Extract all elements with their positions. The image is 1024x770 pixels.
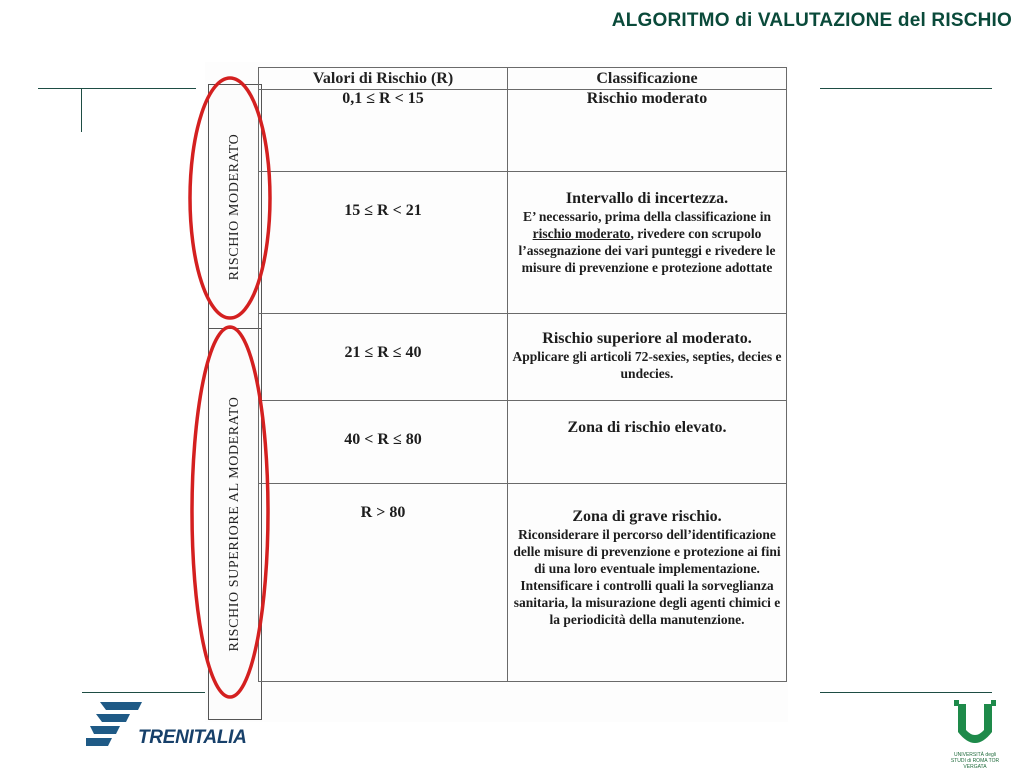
- classification-cell: [508, 401, 787, 484]
- classification-detail: , rivedere con scrupolo l’assegnazione dei vari punteggi e rivedere le misure di prevenzione e protezione adottate: [518, 226, 776, 275]
- classification-cell: [508, 314, 787, 401]
- classification-detail: E’ necessario, prima della classificazione in: [523, 209, 771, 224]
- top-right-rule: [820, 88, 992, 89]
- col-header-values: Valori di Rischio (R): [259, 68, 508, 90]
- table-row: [259, 172, 787, 314]
- table-row: [259, 484, 787, 682]
- oval-above-moderate: [192, 327, 268, 697]
- section-above-moderate-label: RISCHIO SUPERIORE AL MODERATO: [227, 396, 242, 652]
- risk-value: R > 80: [259, 484, 508, 682]
- classification-heading: Zona di rischio elevato.: [567, 419, 727, 436]
- risk-value: 40 < R ≤ 80: [259, 401, 508, 484]
- col-header-classification: Classificazione: [508, 68, 787, 90]
- table-row: [259, 401, 787, 484]
- bottom-right-rule: [820, 692, 992, 693]
- top-left-tick: [81, 88, 82, 132]
- table-row: [259, 90, 787, 172]
- tor-vergata-caption: UNIVERSITÀ degli STUDI di ROMA TOR VERGATA: [950, 752, 1000, 770]
- classification-heading: Intervallo di incertezza.: [565, 190, 729, 207]
- classification-cell: [508, 484, 787, 682]
- fs-logo-icon: [86, 700, 142, 746]
- red-oval-annotations: [180, 70, 280, 730]
- risk-value: 15 ≤ R < 21: [259, 172, 508, 314]
- slide-title: ALGORITMO di VALUTAZIONE del RISCHIO: [611, 10, 1012, 31]
- classification-heading: Rischio moderato: [586, 90, 708, 107]
- classification-detail: Applicare gli articoli 72-sexies, septies, decies e undecies.: [512, 349, 782, 381]
- top-left-rule: [38, 88, 196, 89]
- classification-cell: [508, 172, 787, 314]
- risk-value: 0,1 ≤ R < 15: [259, 90, 508, 172]
- trenitalia-wordmark: [138, 727, 247, 749]
- classification-heading: Rischio superiore al moderato.: [542, 330, 752, 347]
- table-header-row: [259, 68, 787, 90]
- section-moderate-label: RISCHIO MODERATO: [227, 133, 242, 281]
- classification-cell: [508, 90, 787, 172]
- oval-moderate: [190, 78, 270, 318]
- risk-table: [258, 67, 787, 682]
- risk-value: 21 ≤ R ≤ 40: [259, 314, 508, 401]
- classification-heading: Zona di grave rischio.: [572, 508, 722, 525]
- table-row: [259, 314, 787, 401]
- trenitalia-part-a: TRENI: [138, 727, 194, 748]
- trenitalia-part-b: TALIA: [193, 727, 247, 748]
- classification-detail: Riconsiderare il percorso dell’identificazione delle misure di prevenzione e protezione ai fini di una loro eventuale implementazione. Intensificare i controlli quali la sorveglianza sanitaria, la misurazione degli agenti chimici e la periodicità della manutenzione.: [513, 527, 781, 627]
- classification-detail-underlined: rischio moderato: [532, 226, 631, 241]
